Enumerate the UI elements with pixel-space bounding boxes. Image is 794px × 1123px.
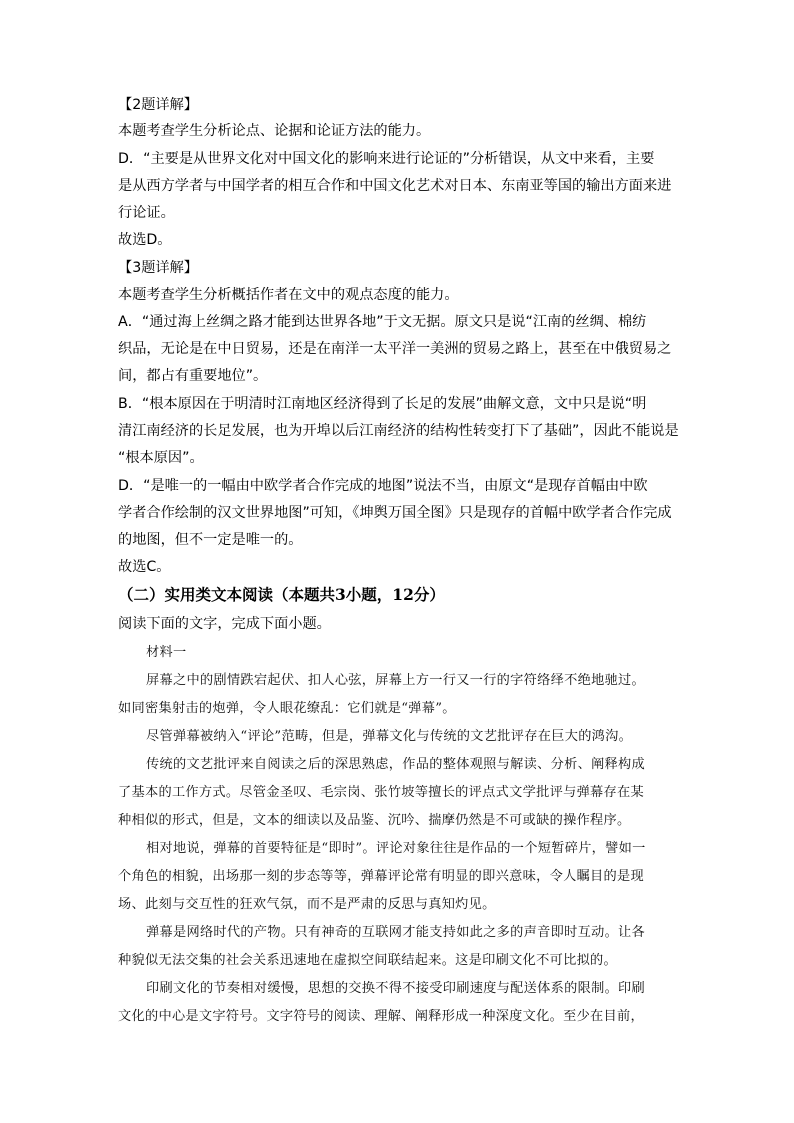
- paragraph-line: 间，都占有重要地位”。: [118, 368, 268, 384]
- material-line: 印刷文化的节奏相对缓慢，思想的交换不得不接受印刷速度与配送体系的限制。印刷: [146, 981, 646, 996]
- material-line: 传统的文艺批评来自阅读之后的深思熟虑，作品的整体观照与解读、分析、阐释构成: [146, 757, 646, 772]
- paragraph-line: 行论证。: [118, 205, 175, 221]
- paragraph-line: 织品，无论是在中日贸易，还是在南洋一太平洋一美洲的贸易之路上，甚至在中俄贸易之: [118, 341, 672, 357]
- paragraph-line: B．“根本原因在于明清时江南地区经济得到了长足的发展”曲解文意，文中只是说“明: [118, 396, 647, 412]
- paragraph-line: 学者合作绘制的汉文世界地图”可知，《坤舆万国全图》只是现存的首幅中欧学者合作完成: [118, 505, 672, 521]
- paragraph-line: D．“主要是从世界文化对中国文化的影响来进行论证的”分析错误，从文中来看，主要: [118, 151, 655, 167]
- paragraph-line: A．“通过海上丝绸之路才能到达世界各地”于文无据。原文只是说“江南的丝绸、棉纺: [118, 314, 647, 330]
- material-line: 种相似的形式，但是，文本的细读以及品鉴、沉吟、揣摩仍然是不可或缺的操作程序。: [118, 813, 631, 828]
- paragraph-line: D．“是唯一的一幅由中欧学者合作完成的地图”说法不当，由原文“是现存首幅由中欧: [118, 478, 648, 494]
- paragraph-line: 是从西方学者与中国学者的相互合作和中国文化艺术对日本、东南亚等国的输出方面来进: [118, 178, 672, 194]
- material-line: 了基本的工作方式。尽管金圣叹、毛宗岗、张竹坡等擅长的评点式文学批评与弹幕存在某: [118, 785, 645, 800]
- instruction-line: 阅读下面的文字，完成下面小题。: [118, 616, 331, 632]
- material-line: 尽管弹幕被纳入“评论”范畴，但是，弹幕文化与传统的文艺批评存在巨大的鸿沟。: [146, 729, 633, 744]
- answer-line: 故选D。: [118, 232, 172, 248]
- material-line: 个角色的相貌，出场那一刻的步态等等，弹幕评论常有明显的即兴意味，令人瞩目的是现: [118, 869, 645, 884]
- paragraph-line: 本题考查学生分析概括作者在文中的观点态度的能力。: [118, 287, 459, 303]
- paragraph-line: 清江南经济的长足发展，也为开埠以后江南经济的结构性转变打下了基础”，因此不能说是: [118, 423, 679, 439]
- paragraph-line: 的地图，但不一定是唯一的。: [118, 532, 303, 548]
- section-title: （二）实用类文本阅读（本题共3小题，12分）: [118, 585, 445, 604]
- material-line: 文化的中心是文字符号。文字符号的阅读、理解、阐释形成一种深度文化。至少在目前，: [118, 1009, 645, 1024]
- heading-q3-detail: 【3题详解】: [118, 260, 198, 276]
- material-line: 屏幕之中的剧情跌宕起伏、扣人心弦，屏幕上方一行又一行的字符络绎不绝地驰过。: [146, 673, 646, 688]
- material-line: 场、此刻与交互性的狂欢气氛，而不是严肃的反思与真知灼见。: [118, 897, 496, 912]
- answer-line: 故选C。: [118, 559, 171, 575]
- material-label: 材料一: [146, 645, 187, 660]
- heading-q2-detail: 【2题详解】: [118, 97, 198, 113]
- material-line: 相对地说，弹幕的首要特征是“即时”。评论对象往往是作品的一个短暂碎片，譬如一: [146, 841, 646, 856]
- paragraph-line: “根本原因”。: [118, 450, 204, 466]
- material-line: 如同密集射击的炮弹，令人眼花缭乱：它们就是“弹幕”。: [118, 701, 456, 716]
- material-line: 弹幕是网络时代的产物。只有神奇的互联网才能支持如此之多的声音即时互动。让各: [146, 925, 646, 940]
- material-line: 种貌似无法交集的社会关系迅速地在虚拟空间联结起来。这是印刷文化不可比拟的。: [118, 953, 618, 968]
- paragraph-line: 本题考查学生分析论点、论据和论证方法的能力。: [118, 123, 431, 139]
